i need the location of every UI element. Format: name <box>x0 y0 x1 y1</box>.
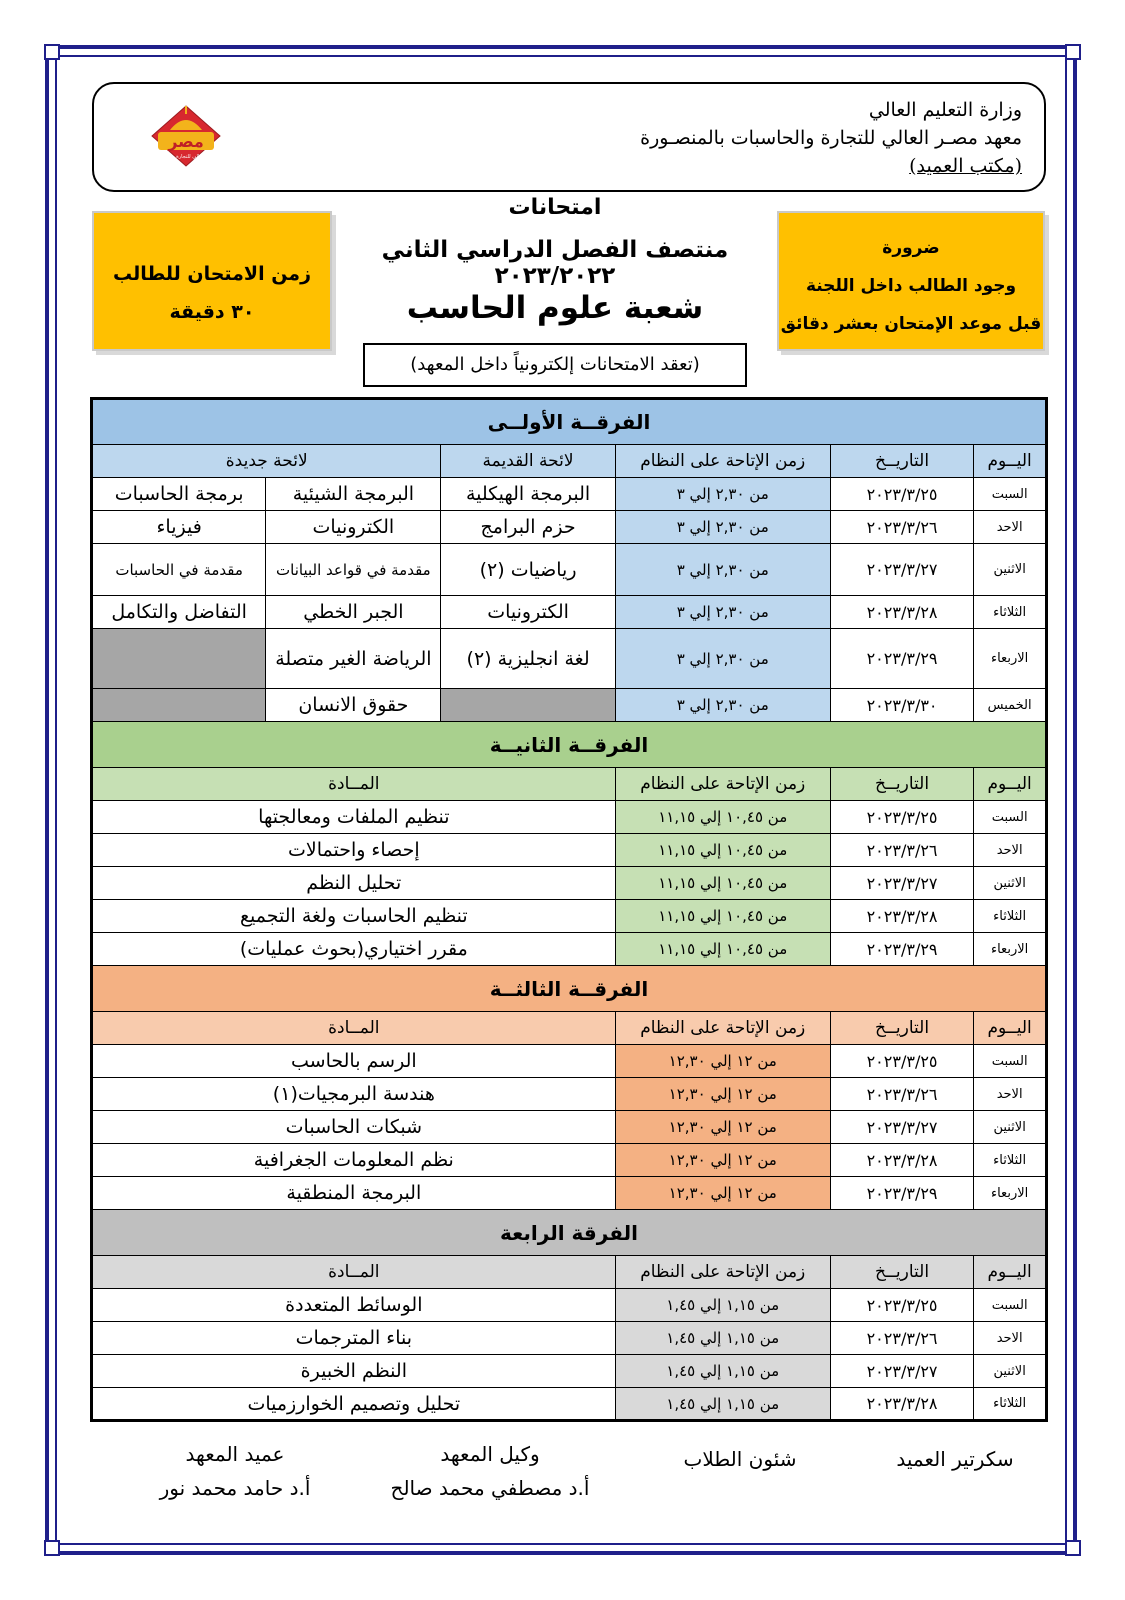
attendance-notice-line3: قبل موعد الإمتحان بعشر دقائق <box>780 314 1042 334</box>
old-subject-cell: لغة انجليزية (٢) <box>441 629 615 689</box>
subject-cell: هندسة البرمجيات(١) <box>92 1078 616 1111</box>
date-cell: ٢٠٢٣/٣/٢٧ <box>830 1111 973 1144</box>
table-row <box>92 544 1047 596</box>
date-cell: ٢٠٢٣/٣/٢٦ <box>830 834 973 867</box>
subject-cell: إحصاء واحتمالات <box>92 834 616 867</box>
institute-name: معهد مصـر العالي للتجارة والحاسبات بالمنصـورة <box>640 127 1022 149</box>
old-subject-cell: حزم البرامج <box>441 511 615 544</box>
subject-cell: نظم المعلومات الجغرافية <box>92 1144 616 1177</box>
col-date: التاريــخ <box>830 768 973 801</box>
year1-header-row <box>92 445 1047 478</box>
secretary-title: سكرتير العميد <box>896 1447 1014 1471</box>
time-cell: من ١,١٥ إلي ١,٤٥ <box>615 1355 830 1388</box>
new-subject-cell: الرياضة الغير متصلة <box>266 629 441 689</box>
table-row <box>92 900 1047 933</box>
col-old-regulation: لائحة القديمة <box>441 445 615 478</box>
col-time: زمن الإتاحة على النظام <box>615 1256 830 1289</box>
col-time: زمن الإتاحة على النظام <box>615 768 830 801</box>
institution-info <box>640 96 1022 180</box>
empty-cell <box>441 689 615 722</box>
old-subject-cell: رياضيات (٢) <box>441 544 615 596</box>
day-cell: الاثنين <box>974 1111 1047 1144</box>
col-date: التاريــخ <box>830 445 973 478</box>
new-subject-cell: الجبر الخطي <box>266 596 441 629</box>
new-subject-cell: برمجة الحاسبات <box>92 478 266 511</box>
time-cell: من ١٢ إلي ١٢,٣٠ <box>615 1177 830 1210</box>
col-new-regulation: لائحة جديدة <box>92 445 441 478</box>
table-row <box>92 1355 1047 1388</box>
date-cell: ٢٠٢٣/٣/٢٨ <box>830 900 973 933</box>
col-subject: المــادة <box>92 1012 616 1045</box>
department-title: شعبة علوم الحاسب <box>406 290 704 326</box>
table-row <box>92 1289 1047 1322</box>
time-cell: من ١٠,٤٥ إلي ١١,١٥ <box>615 867 830 900</box>
student-affairs-signature <box>660 1442 820 1476</box>
day-cell: السبت <box>974 478 1047 511</box>
day-cell: السبت <box>974 1045 1047 1078</box>
table-row <box>92 801 1047 834</box>
new-subject-cell: حقوق الانسان <box>266 689 441 722</box>
vice-dean-name: أ.د مصطفي محمد صالح <box>390 1476 590 1500</box>
date-cell: ٢٠٢٣/٣/٢٥ <box>830 1289 973 1322</box>
table-row <box>92 1111 1047 1144</box>
day-cell: الاربعاء <box>974 1177 1047 1210</box>
day-cell: الثلاثاء <box>974 1388 1047 1421</box>
dean-title: عميد المعهد <box>185 1442 285 1466</box>
subject-cell: تحليل وتصميم الخوارزميات <box>92 1388 616 1421</box>
table-row <box>92 629 1047 689</box>
table-row <box>92 867 1047 900</box>
day-cell: الاحد <box>974 1322 1047 1355</box>
table-row <box>92 1045 1047 1078</box>
date-cell: ٢٠٢٣/٣/٢٦ <box>830 511 973 544</box>
year3-title: الفرقــة الثالثــة <box>92 966 1047 1012</box>
day-cell: السبت <box>974 1289 1047 1322</box>
date-cell: ٢٠٢٣/٣/٢٥ <box>830 801 973 834</box>
day-cell: الثلاثاء <box>974 1144 1047 1177</box>
subject-cell: البرمجة المنطقية <box>92 1177 616 1210</box>
exam-schedule-table <box>90 397 1048 1422</box>
time-cell: من ١٢ إلي ١٢,٣٠ <box>615 1111 830 1144</box>
new-subject-cell: مقدمة في الحاسبات <box>92 544 266 596</box>
time-cell: من ١,١٥ إلي ١,٤٥ <box>615 1289 830 1322</box>
date-cell: ٢٠٢٣/٣/٢٧ <box>830 544 973 596</box>
exam-duration-label: زمن الامتحان للطالب <box>112 263 312 285</box>
institution-header <box>92 82 1046 192</box>
subject-cell: بناء المترجمات <box>92 1322 616 1355</box>
subject-cell: الرسم بالحاسب <box>92 1045 616 1078</box>
time-cell: من ٢,٣٠ إلي ٣ <box>615 478 830 511</box>
day-cell: الاثنين <box>974 544 1047 596</box>
day-cell: الخميس <box>974 689 1047 722</box>
day-cell: الاربعاء <box>974 933 1047 966</box>
year1-title: الفرقــة الأولــى <box>92 399 1047 445</box>
subject-cell: تنظيم الحاسبات ولغة التجميع <box>92 900 616 933</box>
semester-title: منتصف الفصل الدراسي الثاني ٢٠٢٣/٢٠٢٢ <box>381 237 729 289</box>
subject-cell: شبكات الحاسبات <box>92 1111 616 1144</box>
exam-duration-box <box>92 211 332 351</box>
date-cell: ٢٠٢٣/٣/٣٠ <box>830 689 973 722</box>
time-cell: من ١٢ إلي ١٢,٣٠ <box>615 1045 830 1078</box>
time-cell: من ٢,٣٠ إلي ٣ <box>615 629 830 689</box>
table-row <box>92 933 1047 966</box>
date-cell: ٢٠٢٣/٣/٢٧ <box>830 1355 973 1388</box>
date-cell: ٢٠٢٣/٣/٢٩ <box>830 1177 973 1210</box>
day-cell: السبت <box>974 801 1047 834</box>
exam-duration-value: ٣٠ دقيقة <box>169 301 255 323</box>
year3-header-row <box>92 1012 1047 1045</box>
table-row <box>92 1177 1047 1210</box>
subject-cell: النظم الخبيرة <box>92 1355 616 1388</box>
time-cell: من ١٢ إلي ١٢,٣٠ <box>615 1078 830 1111</box>
day-cell: الثلاثاء <box>974 596 1047 629</box>
frame-corner <box>1065 1540 1081 1556</box>
table-row <box>92 1078 1047 1111</box>
table-row <box>92 511 1047 544</box>
empty-cell <box>92 629 266 689</box>
vice-dean-title: وكيل المعهد <box>440 1442 540 1466</box>
new-subject-cell: فيزياء <box>92 511 266 544</box>
attendance-notice-line2: وجود الطالب داخل اللجنة <box>805 276 1017 296</box>
date-cell: ٢٠٢٣/٣/٢٥ <box>830 1045 973 1078</box>
subject-cell: الوسائط المتعددة <box>92 1289 616 1322</box>
date-cell: ٢٠٢٣/٣/٢٩ <box>830 933 973 966</box>
day-cell: الثلاثاء <box>974 900 1047 933</box>
subject-cell: تنظيم الملفات ومعالجتها <box>92 801 616 834</box>
date-cell: ٢٠٢٣/٣/٢٩ <box>830 629 973 689</box>
day-cell: الاحد <box>974 834 1047 867</box>
page-title: امتحانات <box>508 195 602 220</box>
date-cell: ٢٠٢٣/٣/٢٦ <box>830 1078 973 1111</box>
table-row <box>92 596 1047 629</box>
institute-logo <box>146 100 226 172</box>
new-subject-cell: التفاضل والتكامل <box>92 596 266 629</box>
table-row <box>92 478 1047 511</box>
year4-title: الفرقة الرابعة <box>92 1210 1047 1256</box>
day-cell: الاحد <box>974 511 1047 544</box>
col-subject: المــادة <box>92 768 616 801</box>
time-cell: من ٢,٣٠ إلي ٣ <box>615 596 830 629</box>
time-cell: من ١٢ إلي ١٢,٣٠ <box>615 1144 830 1177</box>
table-row <box>92 1388 1047 1421</box>
attendance-notice-line1: ضرورة <box>882 238 940 258</box>
year2-title: الفرقــة الثانيــة <box>92 722 1047 768</box>
vice-dean-signature <box>370 1437 610 1505</box>
new-subject-cell: الكترونيات <box>266 511 441 544</box>
col-time: زمن الإتاحة على النظام <box>615 445 830 478</box>
new-subject-cell: مقدمة في قواعد البيانات <box>266 544 441 596</box>
col-day: اليــوم <box>974 445 1047 478</box>
time-cell: من ٢,٣٠ إلي ٣ <box>615 544 830 596</box>
col-day: اليــوم <box>974 1256 1047 1289</box>
col-date: التاريــخ <box>830 1012 973 1045</box>
time-cell: من ١٠,٤٥ إلي ١١,١٥ <box>615 933 830 966</box>
table-row <box>92 1322 1047 1355</box>
frame-corner <box>44 1540 60 1556</box>
col-day: اليــوم <box>974 768 1047 801</box>
old-subject-cell: الكترونيات <box>441 596 615 629</box>
date-cell: ٢٠٢٣/٣/٢٨ <box>830 596 973 629</box>
day-cell: الاحد <box>974 1078 1047 1111</box>
col-day: اليــوم <box>974 1012 1047 1045</box>
ministry-name: وزارة التعليم العالي <box>868 99 1022 121</box>
logo-text: مصر <box>168 132 204 151</box>
day-cell: الاثنين <box>974 867 1047 900</box>
dean-name: أ.د حامد محمد نور <box>159 1476 311 1500</box>
time-cell: من ١,١٥ إلي ١,٤٥ <box>615 1388 830 1421</box>
table-row <box>92 1144 1047 1177</box>
table-row <box>92 834 1047 867</box>
online-exam-note: (تعقد الامتحانات إلكترونياً داخل المعهد) <box>363 343 747 387</box>
time-cell: من ٢,٣٠ إلي ٣ <box>615 511 830 544</box>
year4-header-row <box>92 1256 1047 1289</box>
subject-cell: تحليل النظم <box>92 867 616 900</box>
col-date: التاريــخ <box>830 1256 973 1289</box>
dean-office: (مكتب العميد) <box>909 155 1022 177</box>
dean-signature <box>135 1437 335 1505</box>
date-cell: ٢٠٢٣/٣/٢٨ <box>830 1144 973 1177</box>
year2-header-row <box>92 768 1047 801</box>
attendance-notice-box <box>777 211 1045 351</box>
date-cell: ٢٠٢٣/٣/٢٦ <box>830 1322 973 1355</box>
day-cell: الاثنين <box>974 1355 1047 1388</box>
col-subject: المــادة <box>92 1256 616 1289</box>
frame-corner <box>44 44 60 60</box>
date-cell: ٢٠٢٣/٣/٢٨ <box>830 1388 973 1421</box>
old-subject-cell: البرمجة الهيكلية <box>441 478 615 511</box>
date-cell: ٢٠٢٣/٣/٢٧ <box>830 867 973 900</box>
time-cell: من ٢,٣٠ إلي ٣ <box>615 689 830 722</box>
empty-cell <box>92 689 266 722</box>
time-cell: من ١,١٥ إلي ١,٤٥ <box>615 1322 830 1355</box>
time-cell: من ١٠,٤٥ إلي ١١,١٥ <box>615 834 830 867</box>
logo-subtext: المعهد العالي للتجارة والحاسبات <box>152 154 220 160</box>
new-subject-cell: البرمجة الشيئية <box>266 478 441 511</box>
subject-cell: مقرر اختياري(بحوث عمليات) <box>92 933 616 966</box>
day-cell: الاربعاء <box>974 629 1047 689</box>
student-affairs-title: شئون الطلاب <box>683 1447 797 1471</box>
table-row <box>92 689 1047 722</box>
time-cell: من ١٠,٤٥ إلي ١١,١٥ <box>615 801 830 834</box>
date-cell: ٢٠٢٣/٣/٢٥ <box>830 478 973 511</box>
col-time: زمن الإتاحة على النظام <box>615 1012 830 1045</box>
secretary-signature <box>870 1442 1040 1476</box>
time-cell: من ١٠,٤٥ إلي ١١,١٥ <box>615 900 830 933</box>
frame-corner <box>1065 44 1081 60</box>
